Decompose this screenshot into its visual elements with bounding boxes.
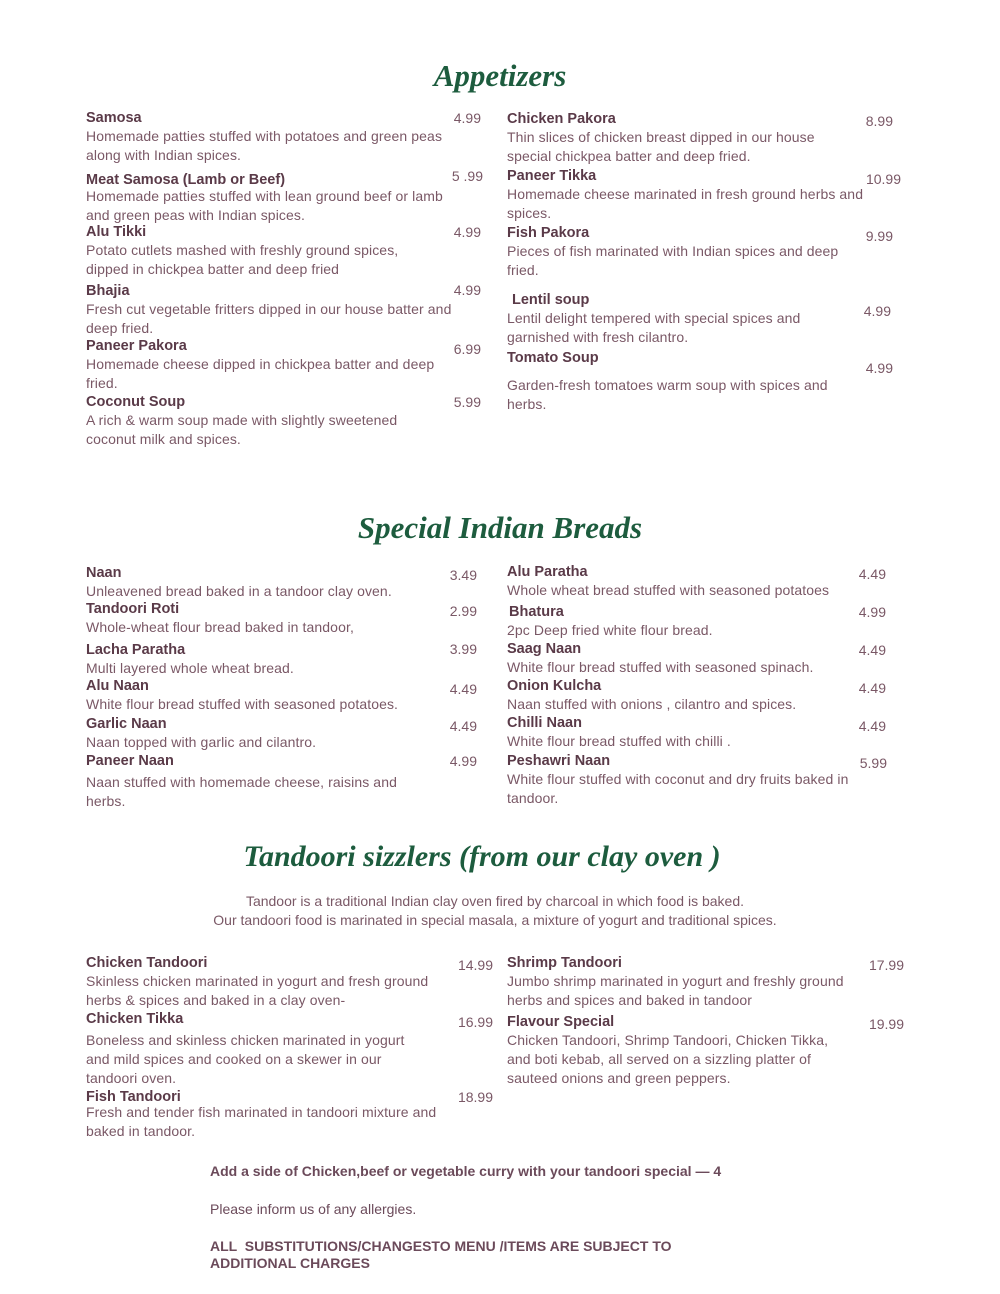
item-name: Tandoori Roti (86, 601, 180, 617)
item-name: Paneer Tikka (507, 168, 597, 184)
menu-item (507, 563, 852, 600)
menu-item (86, 171, 456, 225)
item-description: Lentil delight tempered with special spices and garnished with fresh cilantro. (507, 310, 801, 345)
item-price: 4.49 (858, 642, 886, 658)
item-price: 16.99 (457, 1014, 493, 1030)
item-price: 6.99 (453, 341, 481, 357)
item-name: Alu Tikki (86, 224, 147, 240)
item-description: White flour bread stuffed with chilli . (507, 733, 731, 749)
breads-title: Special Indian Breads (357, 510, 643, 545)
item-description: Thin slices of chicken breast dipped in our house special chickpea batter and deep fried. (507, 129, 815, 164)
item-description: Whole wheat bread stuffed with seasoned potatoes (507, 582, 830, 598)
item-price: 4.49 (449, 681, 477, 697)
item-name: Peshawri Naan (507, 753, 611, 769)
substitutions-notice (210, 1238, 672, 1272)
allergy-note: Please inform us of any allergies. (210, 1201, 417, 1217)
menu-item (86, 641, 446, 678)
menu-item (507, 603, 852, 640)
item-price: 4.49 (858, 680, 886, 696)
item-description: Naan topped with garlic and cilantro. (86, 734, 317, 750)
tandoori-title: Tandoori sizzlers (from our clay oven ) (243, 840, 721, 873)
item-description: Fresh and tender fish marinated in tandoori mixture and baked in tandoor. (86, 1104, 437, 1139)
item-description: A rich & warm soup made with slightly sweetened coconut milk and spices. (86, 412, 398, 447)
menu-item (86, 564, 446, 601)
menu-item (507, 1013, 852, 1088)
tandoori-intro-line-1: Tandoor is a traditional Indian clay oven fired by charcoal in which food is baked. (245, 893, 745, 909)
item-name: Chicken Tandoori (86, 955, 208, 971)
item-price: 4.99 (453, 224, 481, 240)
menu-item (86, 337, 441, 393)
substitutions-line-1: ALL SUBSTITUTIONS/CHANGESTO MENU /ITEMS ARE SUBJECT TO (210, 1238, 672, 1254)
item-price: 4.49 (858, 566, 886, 582)
item-price: 4.99 (858, 604, 886, 620)
item-price: 4.49 (449, 718, 477, 734)
item-description: Homemade cheese marinated in fresh ground herbs and spices. (507, 186, 864, 221)
item-description: Naan stuffed with homemade cheese, raisins and herbs. (86, 774, 397, 809)
item-description: Chicken Tandoori, Shrimp Tandoori, Chicken Tikka, and boti kebab, all served on a sizzling platter of sauteed onions and green peppers. (507, 1032, 829, 1086)
item-name: Alu Naan (86, 678, 149, 694)
item-price: 17.99 (868, 957, 904, 973)
item-description: Skinless chicken marinated in yogurt and fresh ground herbs & spices and baked in a clay oven- (86, 973, 429, 1008)
item-name: Meat Samosa (Lamb or Beef) (86, 172, 286, 188)
menu-item (86, 715, 446, 752)
item-name: Bhajia (86, 283, 130, 299)
tandoori-intro-line-2: Our tandoori food is marinated in special masala, a mixture of yogurt and traditional spices. (213, 912, 777, 928)
menu-item (86, 752, 431, 811)
item-description: Homemade cheese dipped in chickpea batter and deep fried. (86, 356, 435, 391)
substitutions-line-2: ADDITIONAL CHARGES (210, 1255, 370, 1271)
item-description: Multi layered whole wheat bread. (86, 660, 294, 676)
menu-item (86, 954, 464, 1010)
menu-item (507, 224, 872, 280)
item-name: Naan (86, 565, 122, 581)
item-name: Paneer Naan (86, 753, 174, 769)
item-name: Alu Paratha (507, 564, 588, 580)
item-price: 5.99 (453, 394, 481, 410)
item-description: Homemade patties stuffed with potatoes and green peas along with Indian spices. (86, 128, 443, 163)
menu-item (86, 223, 441, 279)
item-name: Garlic Naan (86, 716, 167, 732)
item-name: Saag Naan (507, 641, 582, 657)
menu-item (507, 714, 852, 751)
item-name: Lacha Paratha (86, 642, 186, 658)
item-name: Paneer Pakora (86, 338, 187, 354)
item-name: Chilli Naan (507, 715, 582, 731)
item-description: Whole-wheat flour bread baked in tandoor, (86, 619, 354, 635)
item-name: Flavour Special (507, 1014, 615, 1030)
item-description: Homemade patties stuffed with lean ground beef or lamb and green peas with Indian spices. (86, 188, 443, 223)
item-name: Samosa (86, 110, 142, 126)
item-description: Naan stuffed with onions , cilantro and spices. (507, 696, 797, 712)
item-price: 10.99 (865, 171, 901, 187)
item-price: 9.99 (865, 228, 893, 244)
item-price: 4.99 (863, 303, 891, 319)
menu-item (507, 752, 872, 808)
item-price: 8.99 (865, 113, 893, 129)
item-name: Lentil soup (512, 292, 590, 308)
item-price: 4.99 (865, 360, 893, 376)
item-name: Fish Pakora (507, 225, 590, 241)
menu-item (507, 167, 872, 223)
item-name: Tomato Soup (507, 350, 599, 366)
appetizers-title: Appetizers (433, 58, 567, 93)
item-price: 3.49 (449, 567, 477, 583)
item-price: 5 .99 (451, 168, 483, 184)
menu-item (86, 393, 441, 449)
item-price: 4.99 (449, 753, 477, 769)
menu-item (507, 640, 852, 677)
item-price: 19.99 (868, 1016, 904, 1032)
item-description: White flour bread stuffed with seasoned spinach. (507, 659, 814, 675)
item-price: 2.99 (449, 603, 477, 619)
item-name: Bhatura (509, 604, 564, 620)
item-description: Unleavened bread baked in a tandoor clay oven. (86, 583, 392, 599)
menu-item (86, 1088, 446, 1141)
menu-item (507, 677, 852, 714)
item-description: 2pc Deep fried white flour bread. (507, 622, 713, 638)
item-description: Fresh cut vegetable fritters dipped in our house batter and deep fried. (86, 301, 452, 336)
item-description: White flour stuffed with coconut and dry fruits baked in tandoor. (507, 771, 849, 806)
item-price: 4.49 (858, 718, 886, 734)
curry-side-note: Add a side of Chicken,beef or vegetable curry with your tandoori special — 4 (210, 1163, 722, 1179)
item-price: 18.99 (457, 1089, 493, 1105)
menu-item (86, 677, 446, 714)
item-description: White flour bread stuffed with seasoned potatoes. (86, 696, 399, 712)
item-description: Garden-fresh tomatoes warm soup with spices and herbs. (507, 377, 828, 412)
item-name: Onion Kulcha (507, 678, 602, 694)
item-description: Potato cutlets mashed with freshly ground spices, dipped in chickpea batter and deep fried (86, 242, 399, 277)
menu-item (507, 954, 879, 1010)
menu-item (507, 349, 867, 414)
menu-item (507, 291, 842, 347)
item-description: Jumbo shrimp marinated in yogurt and freshly ground herbs and spices and baked in tandoor (507, 973, 844, 1008)
menu-item (86, 282, 466, 338)
item-name: Coconut Soup (86, 394, 186, 410)
menu-item (86, 600, 446, 637)
menu-item (507, 110, 852, 166)
item-description: Pieces of fish marinated with Indian spices and deep fried. (507, 243, 839, 278)
item-name: Fish Tandoori (86, 1089, 181, 1105)
item-price: 4.99 (453, 282, 481, 298)
item-name: Shrimp Tandoori (507, 955, 622, 971)
item-price: 4.99 (453, 110, 481, 126)
menu-item (86, 109, 456, 165)
item-price: 14.99 (457, 957, 493, 973)
item-name: Chicken Pakora (507, 111, 616, 127)
item-description: Boneless and skinless chicken marinated in yogurt and mild spices and cooked on a skewer in our tandoori oven. (86, 1032, 405, 1086)
menu-item (86, 1010, 431, 1088)
item-price: 5.99 (859, 755, 887, 771)
item-name: Chicken Tikka (86, 1011, 184, 1027)
item-price: 3.99 (449, 641, 477, 657)
